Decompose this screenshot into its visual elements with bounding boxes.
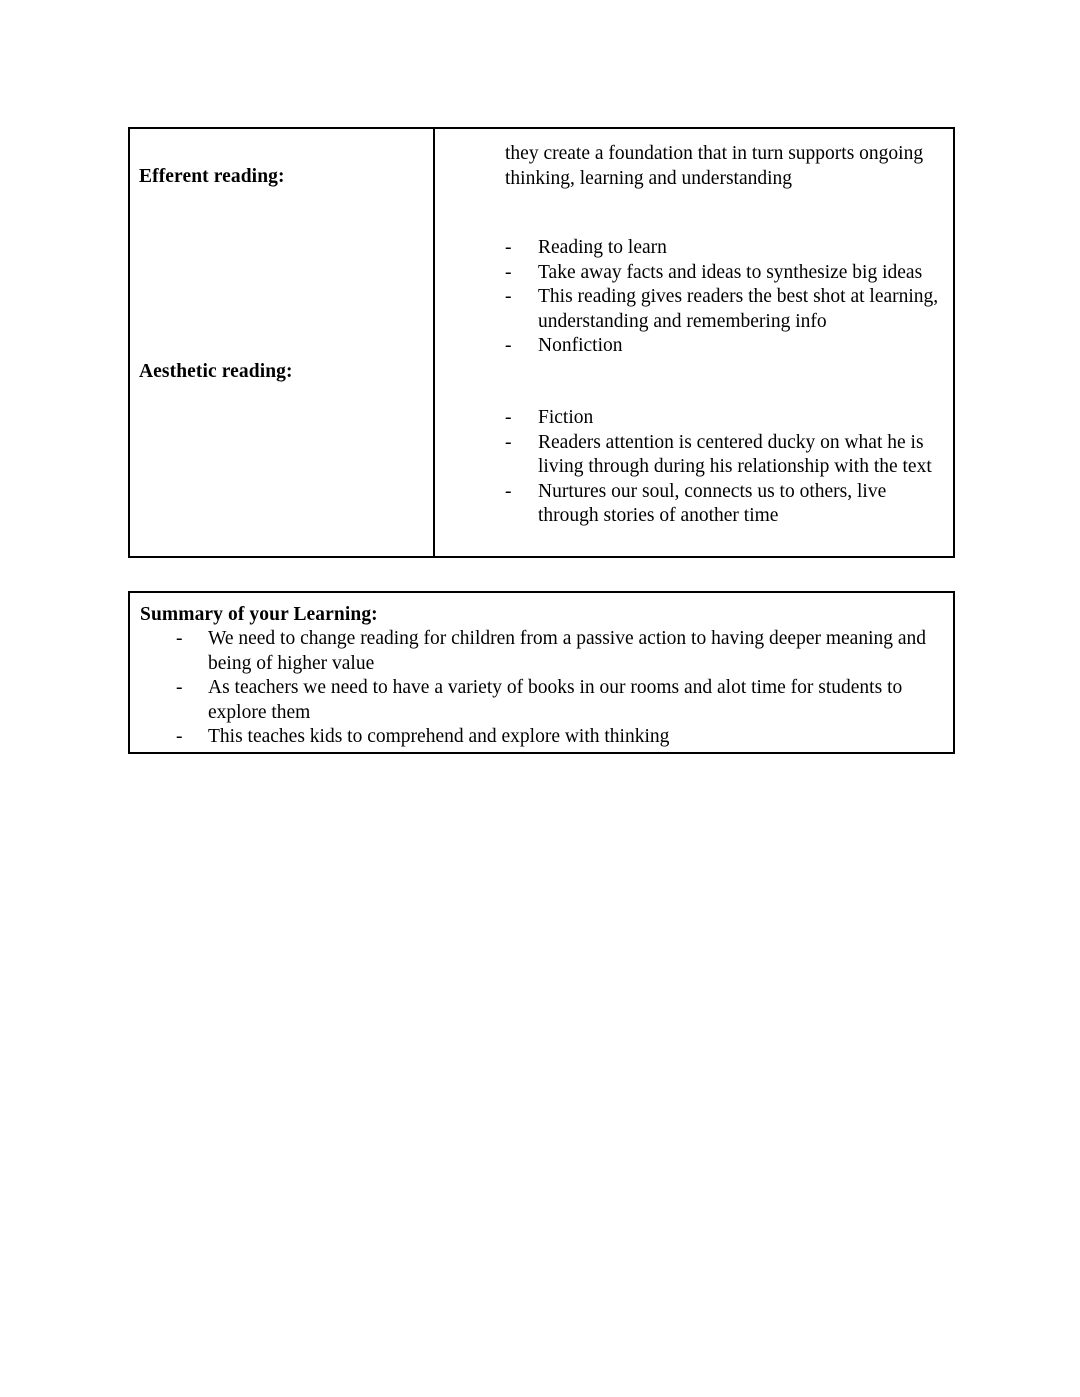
list-item-text: This teaches kids to comprehend and explore with thinking	[208, 726, 670, 747]
table-column-descriptions	[435, 129, 953, 556]
summary-of-learning-box	[128, 591, 955, 754]
list-item-text: Nonfiction	[538, 335, 623, 356]
list-item-text: Take away facts and ideas to synthesize big ideas	[538, 261, 923, 283]
list-item	[505, 334, 945, 359]
table-column-terms	[130, 129, 435, 556]
dash-bullet-icon: -	[505, 480, 512, 502]
dash-bullet-icon: -	[505, 335, 512, 356]
summary-title: Summary of your Learning:	[140, 604, 378, 625]
dash-bullet-icon: -	[505, 261, 512, 283]
list-item	[505, 480, 945, 529]
dash-bullet-icon: -	[505, 286, 512, 307]
aesthetic-bullet-block	[505, 406, 945, 529]
list-item-text: Reading to learn	[538, 237, 667, 258]
efferent-bullet-block	[505, 236, 945, 359]
aesthetic-bullet-list	[505, 406, 945, 529]
list-item-text: Fiction	[538, 407, 594, 428]
dash-bullet-icon: -	[176, 677, 183, 698]
efferent-intro-paragraph: they create a foundation that in turn supports ongoing thinking, learning and understanding	[505, 143, 924, 189]
efferent-bullet-list	[505, 236, 945, 359]
list-item-text: As teachers we need to have a variety of books in our rooms and alot time for students to explore them	[208, 677, 903, 723]
list-item-text: Readers attention is centered ducky on what he is living through during his relationship with the text	[538, 431, 932, 477]
list-item-text: Nurtures our soul, connects us to others, live through stories of another time	[538, 480, 887, 526]
list-item	[176, 725, 945, 750]
dash-bullet-icon: -	[505, 407, 512, 428]
dash-bullet-icon: -	[176, 628, 183, 649]
list-item	[176, 676, 945, 725]
summary-bullet-list	[176, 627, 945, 750]
list-item-text: This reading gives readers the best shot at learning, understanding and remembering info	[538, 286, 939, 332]
list-item	[505, 261, 945, 286]
list-item	[505, 431, 945, 480]
term-label-efferent-reading: Efferent reading:	[139, 166, 285, 187]
list-item	[505, 236, 945, 261]
dash-bullet-icon: -	[176, 726, 183, 747]
dash-bullet-icon: -	[505, 237, 512, 258]
term-label-aesthetic-reading: Aesthetic reading:	[139, 361, 293, 382]
list-item	[505, 406, 945, 431]
dash-bullet-icon: -	[505, 431, 512, 453]
list-item	[176, 627, 945, 676]
reading-types-table	[128, 127, 955, 558]
list-item	[505, 285, 945, 334]
list-item-text: We need to change reading for children from a passive action to having deeper meaning and being of higher value	[208, 628, 927, 674]
